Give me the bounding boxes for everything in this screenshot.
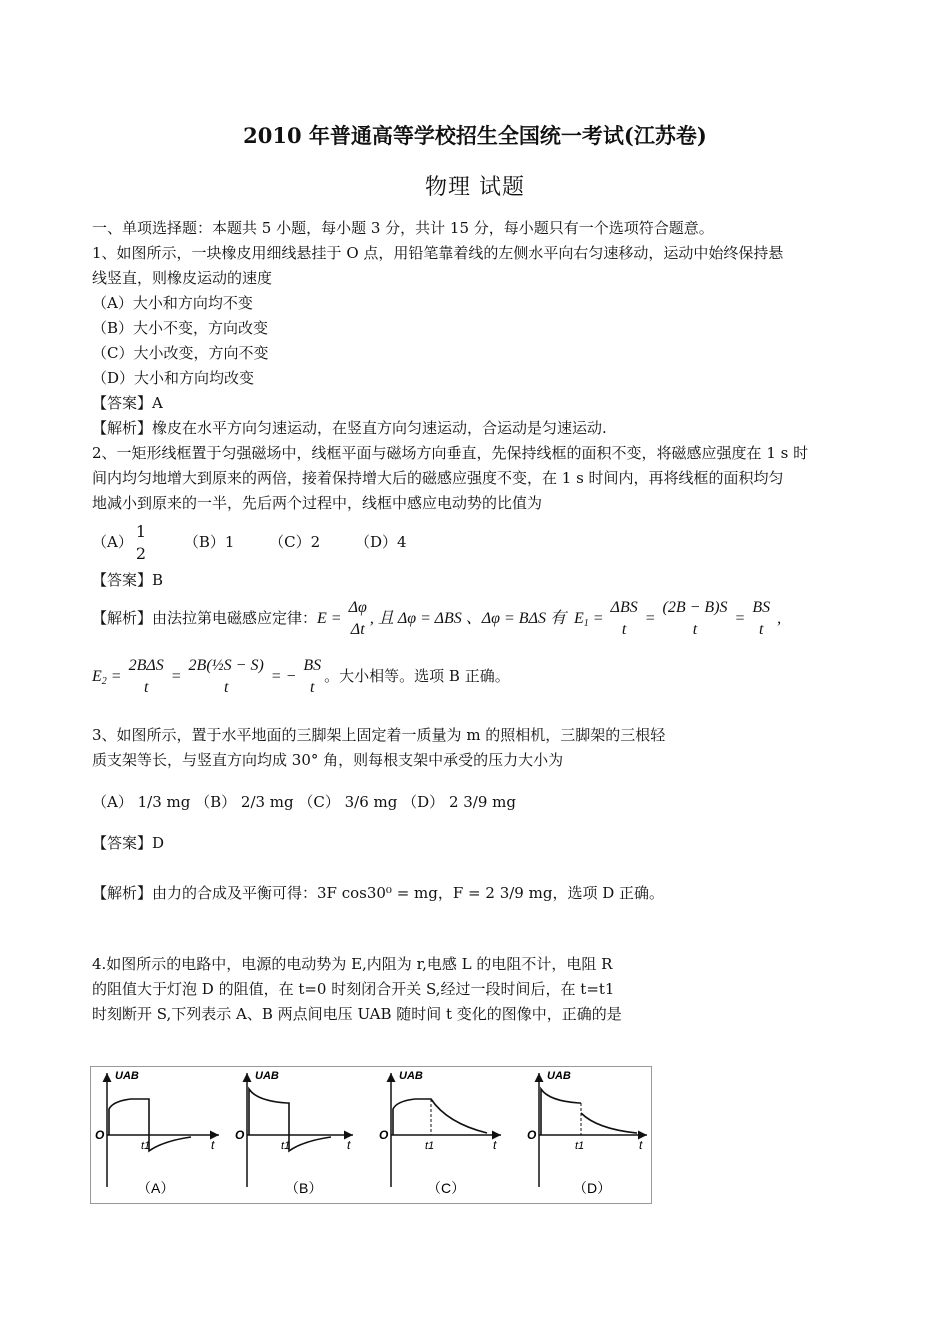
graph-c-xlabel: t: [493, 1138, 497, 1152]
q2-option-a-num: 1: [135, 522, 147, 541]
graph-b-t1: t1: [281, 1140, 291, 1152]
graph-d-ylabel: UAB: [547, 1070, 571, 1082]
q2-analysis-prefix: 【解析】由法拉第电磁感应定律：: [92, 609, 318, 627]
q2-option-b: （B）1: [183, 533, 235, 551]
graph-a-t1: t1: [141, 1140, 151, 1152]
q3-answer: 【答案】D: [92, 834, 165, 852]
q2-analysis-line2: [92, 643, 862, 709]
graph-c-label: （C）: [427, 1180, 466, 1196]
q3-stem-line2: 质支架等长，与竖直方向均成 30° 角，则每根支架中承受的压力大小为: [92, 751, 564, 769]
q2-analysis-line1: [92, 593, 862, 643]
spacer: [92, 916, 862, 952]
q2-stem-line2: 间内均匀地增大到原来的两倍，接着保持增大后的磁感应强度不变，在 1 s 时间内，再将线框的面积均匀: [92, 469, 784, 487]
page-title: 2010 年普通高等学校招生全国统一考试(江苏卷): [243, 123, 707, 148]
q2-options: [92, 516, 862, 568]
q1-answer: 【答案】A: [92, 394, 163, 412]
q1-analysis: 【解析】橡皮在水平方向匀速运动，在竖直方向匀速运动，合运动是匀速运动.: [92, 419, 607, 437]
q2-stem-line1: 2、一矩形线框置于匀强磁场中，线框平面与磁场方向垂直，先保持线框的面积不变，将磁感应强度在 1 s 时: [92, 444, 809, 462]
q3-stem-line1: 3、如图所示，置于水平地面的三脚架上固定着一质量为 m 的照相机，三脚架的三根轻: [92, 726, 666, 744]
q2-option-c: （C）2: [269, 533, 321, 551]
q2-answer: 【答案】B: [92, 571, 164, 589]
q1-option-c: （C）大小改变，方向不变: [92, 344, 269, 362]
graph-a: [95, 1070, 219, 1196]
graph-b-xlabel: t: [347, 1138, 351, 1152]
q2-analysis-suffix: 。大小相等。选项 B 正确。: [324, 667, 510, 685]
graph-a-label: （A）: [137, 1180, 175, 1196]
q1-stem-line2: 线竖直，则橡皮运动的速度: [92, 269, 273, 287]
graph-d-t1: t1: [575, 1140, 585, 1152]
q1-option-a: （A）大小和方向均不变: [92, 294, 253, 312]
graph-b-label: （B）: [285, 1180, 323, 1196]
graph-b-origin: O: [235, 1128, 245, 1142]
formula-faraday: E = Δφ Δt , 且 Δφ = ΔBS 、Δφ = BΔS 有 $E_1$ = ΔBS t = (2B − B)S t = BS t ,: [317, 599, 782, 639]
q4-stem-line2: 的阻值大于灯泡 D 的阻值，在 t=0 时刻闭合开关 S,经过一段时间后，在 t=t1: [92, 980, 615, 998]
graph-d: [527, 1070, 647, 1196]
q2-stem-line3: 地减小到原来的一半，先后两个过程中，线框中感应电动势的比值为: [92, 494, 543, 512]
graph-c-origin: O: [379, 1128, 389, 1142]
spacer: [92, 856, 862, 870]
exam-body: [92, 216, 862, 1027]
graph-d-xlabel: t: [639, 1138, 643, 1152]
q1-option-d: （D）大小和方向均改变: [92, 369, 255, 387]
section-intro: 一、单项选择题：本题共 5 小题，每小题 3 分，共计 15 分，每小题只有一个选项符合题意。: [92, 219, 714, 237]
q2-option-a-label: （A）: [92, 533, 133, 551]
graph-a-xlabel: t: [211, 1138, 215, 1152]
graph-c: [379, 1070, 501, 1196]
page-subtitle: 物理 试题: [425, 175, 525, 200]
q2-option-d: （D）4: [354, 533, 407, 551]
spacer: [92, 709, 862, 723]
q4-graphs-svg: [91, 1067, 651, 1203]
graph-b-ylabel: UAB: [255, 1070, 279, 1082]
graph-c-ylabel: UAB: [399, 1070, 423, 1082]
q4-graphs-figure: [90, 1066, 652, 1204]
graph-d-origin: O: [527, 1128, 537, 1142]
q3-analysis: 【解析】由力的合成及平衡可得：3F cos30⁰ = mg，F = 2 3/9 mg，选项 D 正确。: [92, 884, 665, 902]
q4-stem-line1: 4.如图所示的电路中，电源的电动势为 E,内阻为 r,电感 L 的电阻不计，电阻 R: [92, 955, 613, 973]
q3-options: （A） 1/3 mg （B） 2/3 mg （C） 3/6 mg （D） 2 3/9 mg: [92, 793, 516, 811]
q1-option-b: （B）大小不变，方向改变: [92, 319, 269, 337]
q1-stem-line1: 1、如图所示，一块橡皮用细线悬挂于 O 点，用铅笔靠着线的左侧水平向右匀速移动，运动中始终保持悬: [92, 244, 784, 262]
q4-stem-line3: 时刻断开 S,下列表示 A、B 两点间电压 UAB 随时间 t 变化的图像中，正确的是: [92, 1005, 622, 1023]
graph-b: [235, 1070, 353, 1196]
graph-d-label: （D）: [573, 1180, 612, 1196]
q2-option-a-fraction: [136, 521, 146, 565]
graph-c-t1: t1: [425, 1140, 435, 1152]
graph-a-ylabel: UAB: [115, 1070, 139, 1082]
q2-option-a-den: 2: [135, 544, 147, 563]
formula-e2: $E_2$ = 2BΔS t = 2B(½S − S) t = − BS t: [92, 657, 322, 697]
graph-a-origin: O: [95, 1128, 105, 1142]
